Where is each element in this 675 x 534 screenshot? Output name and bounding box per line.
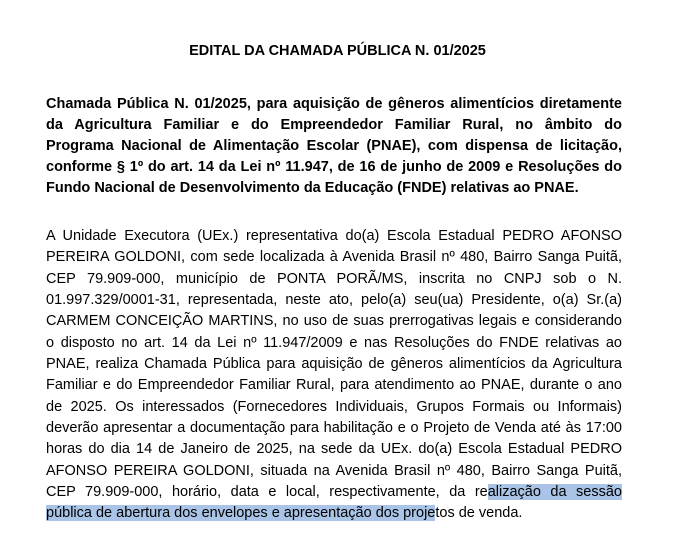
summary-line: Programa Nacional de Alimentação Escolar (PNAE), com dispensa de licitação, bbox=[46, 138, 622, 154]
body-line: 01.997.329/0001-31, representada, neste ato, pelo(a) seu(ua) Presidente, o(a) Sr.(a) bbox=[46, 292, 622, 309]
text-selection-highlight[interactable]: pública de abertura dos envelopes e apresentação dos proje bbox=[46, 505, 436, 522]
document-summary bbox=[46, 94, 622, 199]
body-line-13-text: CEP 79.909-000, horário, data e local, respectivamente, da re bbox=[46, 484, 488, 501]
body-line: PEREIRA GOLDONI, com sede localizada à Avenida Brasil nº 480, Bairro Sanga Puitã, bbox=[46, 249, 622, 266]
body-line: de 2025. Os interessados (Fornecedores Individuais, Grupos Formais ou Informais) bbox=[46, 398, 622, 415]
summary-line: Chamada Pública N. 01/2025, para aquisição de gêneros alimentícios diretamente bbox=[46, 96, 622, 112]
body-line: AFONSO PEREIRA GOLDONI, situada na Avenida Brasil nº 480, Bairro Sanga Puitã, bbox=[46, 462, 622, 479]
body-line: CEP 79.909-000, município de PONTA PORÃ/MS, inscrita no CNPJ sob o N. bbox=[46, 270, 622, 287]
body-line-14 bbox=[46, 503, 622, 524]
body-line: deverão apresentar a documentação para habilitação e o Projeto de Venda até às 17:00 bbox=[46, 420, 622, 437]
document-title: EDITAL DA CHAMADA PÚBLICA N. 01/2025 bbox=[189, 43, 486, 59]
body-line: CARMEM CONCEIÇÃO MARTINS, no uso de suas prerrogativas legais e considerando bbox=[46, 313, 622, 330]
summary-line: conforme § 1º do art. 14 da Lei nº 11.947, de 16 de junho de 2009 e Resoluções do bbox=[46, 159, 622, 175]
body-line: horas do dia 14 de Janeiro de 2025, na sede da UEx. do(a) Escola Estadual PEDRO bbox=[46, 441, 622, 458]
body-line: A Unidade Executora (UEx.) representativa do(a) Escola Estadual PEDRO AFONSO bbox=[46, 228, 622, 244]
body-line: o disposto no art. 14 da Lei nº 11.947/2009 e nas Resoluções do FNDE relativas ao bbox=[46, 334, 622, 351]
body-line-14-text: tos de venda. bbox=[435, 505, 523, 522]
text-selection-highlight[interactable]: alização da sessão bbox=[487, 484, 622, 501]
summary-line: da Agricultura Familiar e do Empreendedor Familiar Rural, no âmbito do bbox=[46, 117, 622, 133]
summary-line: Fundo Nacional de Desenvolvimento da Educação (FNDE) relativas ao PNAE. bbox=[46, 180, 579, 196]
document-body bbox=[46, 226, 622, 525]
body-line-13 bbox=[46, 482, 622, 503]
body-line: Familiar e do Empreendedor Familiar Rural, para atendimento ao PNAE, durante o ano bbox=[46, 377, 622, 394]
body-line: PNAE, realiza Chamada Pública para aquisição de gêneros alimentícios da Agricultura bbox=[46, 356, 622, 373]
